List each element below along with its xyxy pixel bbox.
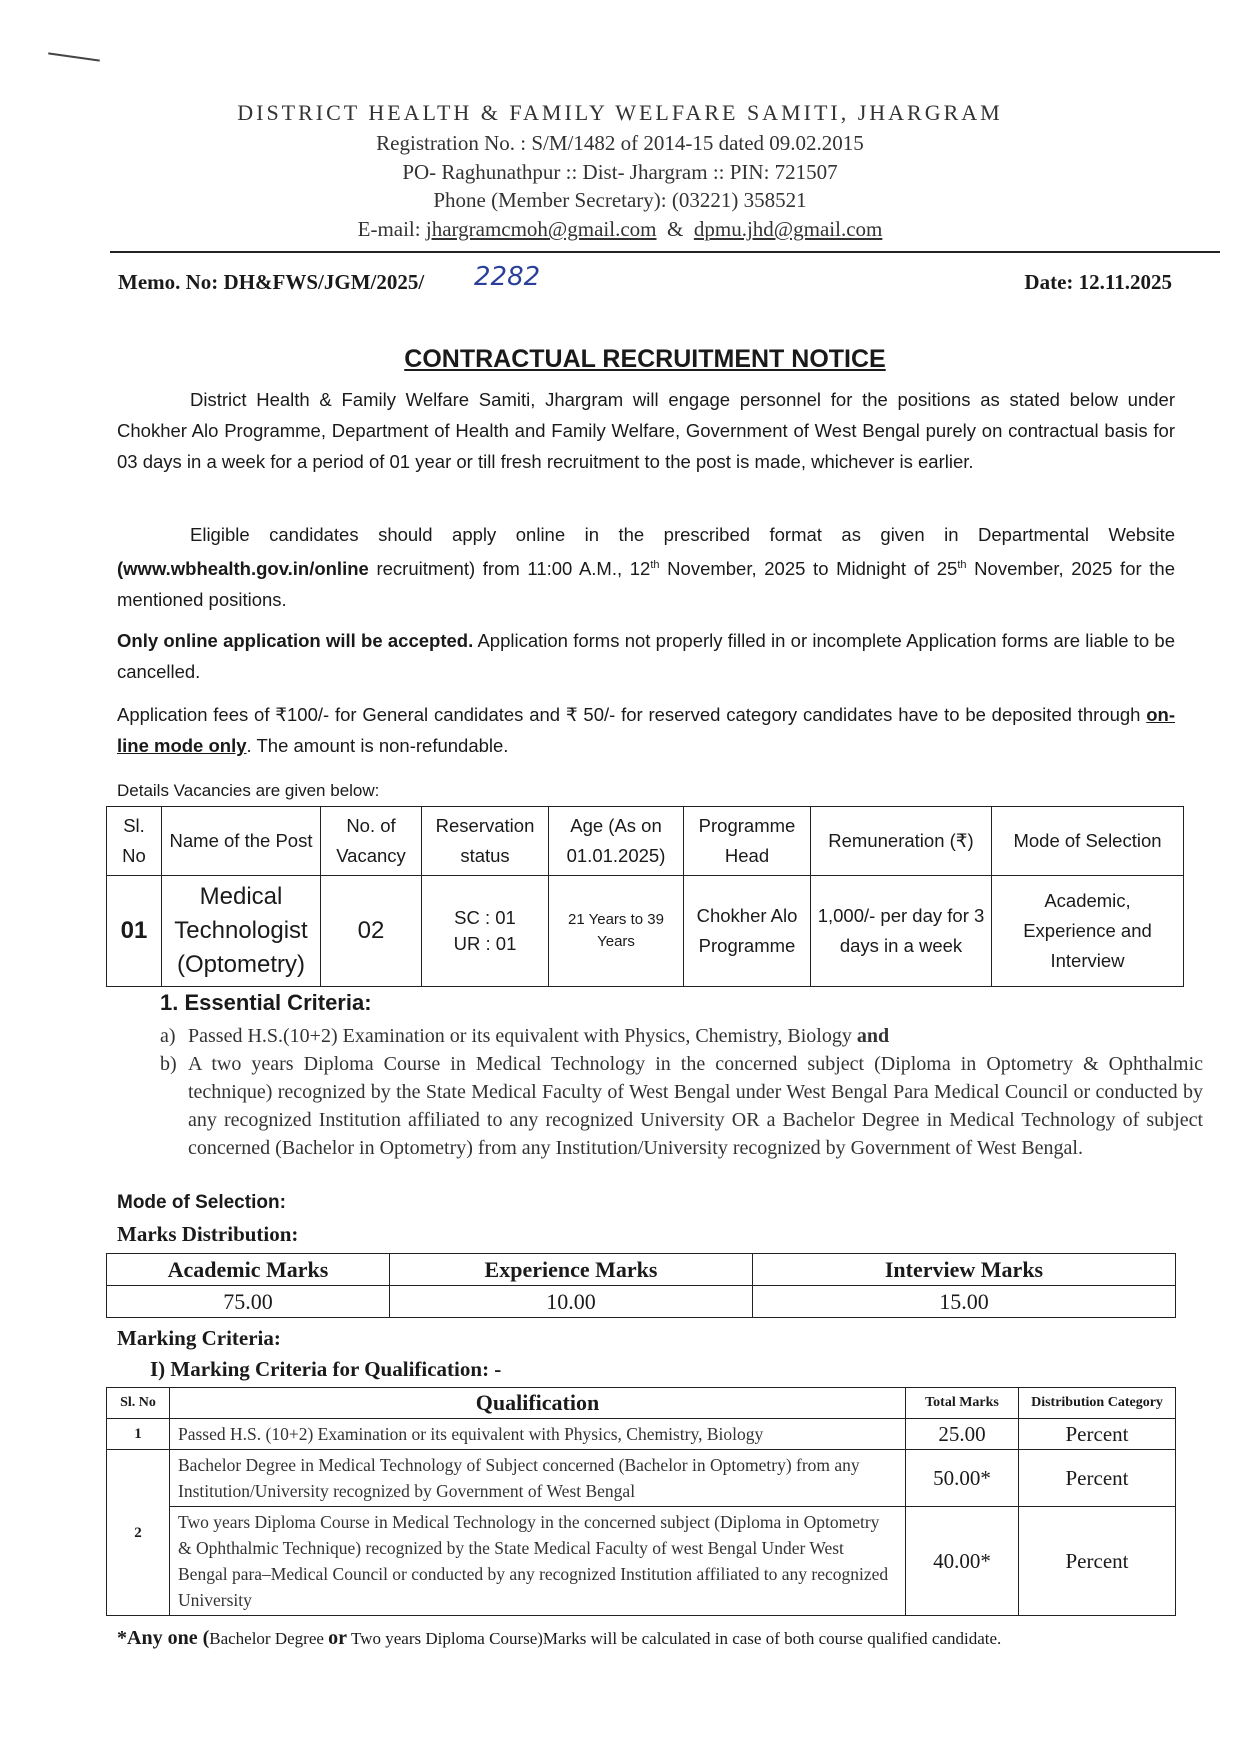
cell-programme: Chokher Alo Programme [684, 876, 811, 987]
footnote [117, 1627, 1001, 1650]
qual-category: Percent [1019, 1419, 1176, 1450]
handwritten-memo-number: 2282 [474, 262, 541, 292]
registration-line: Registration No. : S/M/1482 of 2014-15 dated 09.02.2015 [376, 131, 864, 155]
marks-value: 10.00 [390, 1286, 753, 1318]
vacancy-table [106, 806, 1184, 987]
apply-text-3: November, 2025 to Midnight of 25 [667, 558, 958, 580]
marks-header: Interview Marks [753, 1254, 1176, 1286]
criteria-b-label: b) [160, 1053, 177, 1075]
footnote-text-a: Bachelor Degree [209, 1629, 324, 1648]
qualification-criteria-heading: I) Marking Criteria for Qualification: - [150, 1357, 502, 1381]
apply-paragraph [117, 519, 1175, 615]
marks-header-row [107, 1254, 1176, 1286]
col-header: Age (As on 01.01.2025) [549, 807, 684, 876]
criteria-a-label: a) [160, 1025, 176, 1047]
qual-category: Percent [1019, 1450, 1176, 1507]
qual-sl: 1 [107, 1419, 170, 1450]
superscript-1: th [650, 559, 660, 571]
vacancy-row [107, 876, 1184, 987]
cell-sl: 01 [107, 876, 162, 987]
online-only-text: Application forms not properly filled in or incomplete Application forms are liable to be cancelled. [117, 630, 1175, 682]
vacancy-intro: Details Vacancies are given below: [117, 781, 380, 800]
vacancy-header-row [107, 807, 1184, 876]
apply-text-2: recruitment) from 11:00 A.M., 12 [376, 558, 651, 580]
fees-text-end: . The amount is non-refundable. [246, 735, 509, 756]
qual-col-header: Distribution Category [1019, 1388, 1176, 1419]
marks-value-row [107, 1286, 1176, 1318]
criteria-a-text: Passed H.S.(10+2) Examination or its equivalent with Physics, Chemistry, Biology [188, 1025, 852, 1047]
qual-col-header: Qualification [170, 1388, 906, 1419]
col-header: Sl. No [107, 807, 162, 876]
memo-date: Date: 12.11.2025 [1024, 270, 1172, 294]
pen-mark [48, 52, 100, 61]
superscript-2: th [957, 559, 967, 571]
apply-text-4: November, 2025 for the mentioned positions. [117, 558, 1176, 611]
marks-distribution-table [106, 1253, 1176, 1318]
fees-text: Application fees of ₹100/- for General candidates and ₹ 50/- for reserved category candidates have to be deposited through [117, 704, 1141, 725]
qual-text: Bachelor Degree in Medical Technology of Subject concerned (Bachelor in Optometry) from any Institution/University recognized by Government of West Bengal [170, 1450, 906, 1507]
cell-vacancy: 02 [321, 876, 422, 987]
criteria-b [160, 1050, 1203, 1162]
criteria-a [160, 1022, 1175, 1050]
cell-age: 21 Years to 39 Years [549, 876, 684, 987]
cell-mode: Academic, Experience and Interview [992, 876, 1184, 987]
qual-col-header: Total Marks [906, 1388, 1019, 1419]
reservation-sc: SC : 01 [454, 907, 516, 928]
page-title: CONTRACTUAL RECRUITMENT NOTICE [404, 345, 886, 373]
cell-reservation [422, 876, 549, 987]
criteria-a-and: and [856, 1025, 890, 1047]
marks-value: 75.00 [107, 1286, 390, 1318]
marks-distribution-heading: Marks Distribution: [117, 1222, 299, 1246]
address-line: PO- Raghunathpur :: Dist- Jhargram :: PIN: 721507 [402, 160, 838, 184]
col-header: No. of Vacancy [321, 807, 422, 876]
website-link[interactable]: (www.wbhealth.gov.in/online [117, 558, 369, 580]
col-header: Name of the Post [162, 807, 321, 876]
org-name: DISTRICT HEALTH & FAMILY WELFARE SAMITI, JHARGRAM [237, 100, 1003, 125]
essential-criteria-heading: 1. Essential Criteria: [160, 990, 372, 1015]
email-label: E-mail: [357, 217, 421, 241]
col-header: Remuneration (₹) [811, 807, 992, 876]
cell-remuneration: 1,000/- per day for 3 days in a week [811, 876, 992, 987]
fees-paragraph [117, 699, 1175, 761]
table-row [107, 1419, 1176, 1450]
qual-marks: 25.00 [906, 1419, 1019, 1450]
cell-post: Medical Technologist (Optometry) [162, 876, 321, 987]
mode-of-selection-heading: Mode of Selection: [117, 1192, 286, 1213]
marks-header: Experience Marks [390, 1254, 753, 1286]
marks-header: Academic Marks [107, 1254, 390, 1286]
intro-paragraph: District Health & Family Welfare Samiti, Jhargram will engage personnel for the positions as stated below under Chokher Alo Programme, Department of Health and Family Welfare, Government of West Bengal purely on contractual basis for 03 days in a week for a period of 01 year or till fresh recruitment to the post is made, whichever is earlier. [117, 389, 1175, 472]
qual-text: Passed H.S. (10+2) Examination or its equivalent with Physics, Chemistry, Biology [170, 1419, 906, 1450]
online-mode-text: on-line mode only [117, 704, 1176, 756]
marks-value: 15.00 [753, 1286, 1176, 1318]
qual-col-header: Sl. No [107, 1388, 170, 1419]
qualification-header-row [107, 1388, 1176, 1419]
header-divider [110, 251, 1220, 253]
footnote-text-b: Two years Diploma Course)Marks will be calculated in case of both course qualified candidate. [351, 1629, 1002, 1648]
col-header: Mode of Selection [992, 807, 1184, 876]
qual-text: Two years Diploma Course in Medical Technology in the concerned subject (Diploma in Optometry & Ophthalmic Technique) recognized by the State Medical Faculty of west Bengal Under West Bengal para–Medical Council or conducted by any recognized Institution affiliated to any recognized University [170, 1507, 906, 1616]
online-only-bold: Only online application will be accepted. [117, 630, 474, 651]
qual-sl: 2 [107, 1450, 170, 1616]
criteria-b-text: A two years Diploma Course in Medical Technology in the concerned subject (Diploma in Optometry & Ophthalmic technique) recognized by the State Medical Faculty of West Bengal under West Bengal Para Medical Council or conducted by any recognized Institution affiliated to any recognized University OR a Bachelor Degree in Medical Technology of subject concerned (Bachelor in Optometry) from any Institution/University recognized by Government of West Bengal. [188, 1053, 1203, 1159]
table-row [107, 1450, 1176, 1507]
col-header: Reservation status [422, 807, 549, 876]
qual-category: Percent [1019, 1507, 1176, 1616]
email-line [0, 217, 1240, 242]
footnote-or: or [328, 1627, 348, 1649]
email-separator: & [667, 217, 684, 241]
reservation-ur: UR : 01 [453, 933, 517, 954]
apply-text-1: Eligible candidates should apply online in the prescribed format as given in Departmental Website [190, 524, 1175, 545]
online-only-paragraph [117, 625, 1175, 687]
phone-line: Phone (Member Secretary): (03221) 358521 [433, 188, 807, 212]
qual-marks: 50.00* [906, 1450, 1019, 1507]
email-link-1[interactable]: jhargramcmoh@gmail.com [425, 217, 657, 241]
table-row [107, 1507, 1176, 1616]
email-link-2[interactable]: dpmu.jhd@gmail.com [693, 217, 883, 241]
marking-criteria-heading: Marking Criteria: [117, 1326, 281, 1350]
qual-marks: 40.00* [906, 1507, 1019, 1616]
qualification-table [106, 1387, 1176, 1616]
footnote-star: *Any one ( [117, 1627, 210, 1649]
col-header: Programme Head [684, 807, 811, 876]
memo-number: Memo. No: DH&FWS/JGM/2025/ [118, 270, 425, 294]
